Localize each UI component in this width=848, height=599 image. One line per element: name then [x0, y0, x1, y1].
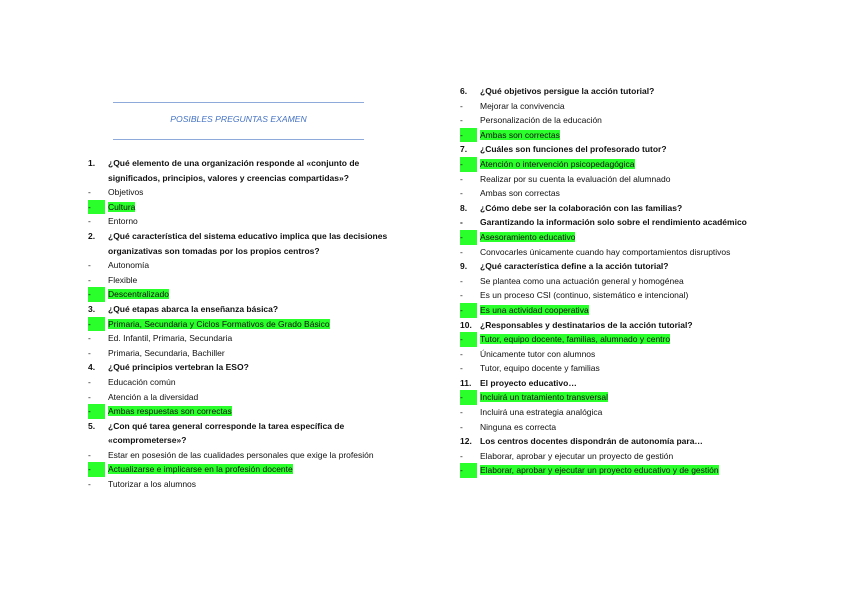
option-dash: -: [460, 246, 463, 257]
option-item: [460, 274, 780, 289]
question-text: ¿Con qué tarea general corresponde la tarea específica de «comprometerse»?: [108, 420, 345, 446]
right-column: [460, 84, 780, 478]
option-dash: -: [88, 260, 91, 271]
option-item: [460, 172, 780, 187]
option-text: Garantizando la información solo sobre el rendimiento académico: [480, 217, 747, 228]
option-item: [460, 245, 780, 260]
question-number: 7.: [460, 144, 468, 155]
question-number: 8.: [460, 202, 468, 213]
question-number: 5.: [88, 420, 96, 431]
option-correct: [460, 230, 780, 245]
option-dash: -: [460, 115, 463, 126]
option-dash: -: [88, 479, 91, 490]
option-text: Únicamente tutor con alumnos: [480, 348, 596, 359]
question-item: [460, 84, 780, 99]
option-text: Autonomía: [108, 260, 150, 271]
option-dash: -: [88, 187, 91, 198]
option-text: Elaborar, aprobar y ejecutar un proyecto de gestión: [480, 450, 674, 461]
option-text: Descentralizado: [108, 289, 169, 300]
option-dash: -: [460, 275, 463, 286]
option-dash: -: [88, 347, 91, 358]
option-text: Es una actividad cooperativa: [480, 304, 589, 315]
option-dash: -: [460, 421, 463, 432]
question-text: ¿Responsables y destinatarios de la acción tutorial?: [480, 319, 693, 330]
option-item: [88, 331, 408, 346]
option-dash: -: [88, 317, 105, 332]
question-item: [460, 376, 780, 391]
option-text: Ed. Infantil, Primaria, Secundaria: [108, 333, 233, 344]
question-text: ¿Qué característica define a la acción tutorial?: [480, 261, 669, 272]
option-text: Estar en posesión de las cualidades personales que exige la profesión: [108, 449, 374, 460]
option-correct: [460, 463, 780, 478]
option-item: [460, 405, 780, 420]
option-item: [460, 361, 780, 376]
option-dash: -: [88, 404, 105, 419]
question-number: 3.: [88, 303, 96, 314]
option-text: Incluirá una estrategia analógica: [480, 407, 603, 418]
option-item: [88, 346, 408, 361]
option-dash: -: [460, 128, 477, 143]
option-text: Primaria, Secundaria y Ciclos Formativos de Grado Básico: [108, 318, 330, 329]
option-text: Ambas son correctas: [480, 188, 560, 199]
option-text: Atención o intervención psicopedagógica: [480, 158, 635, 169]
left-column: [88, 156, 408, 492]
option-item: [460, 113, 780, 128]
option-text: Tutorizar a los alumnos: [108, 479, 197, 490]
option-item: [88, 477, 408, 492]
question-text: ¿Qué característica del sistema educativo implica que las decisiones organizativas son tomadas por los propios centros?: [108, 230, 388, 256]
question-number: 6.: [460, 86, 468, 96]
option-text: Tutor, equipo docente y familias: [480, 363, 600, 374]
option-text: Tutor, equipo docente, familias, alumnado y centro: [480, 334, 671, 345]
option-dash: -: [460, 303, 477, 318]
question-item: [460, 318, 780, 333]
option-dash: -: [460, 230, 477, 245]
option-text: Entorno: [108, 216, 138, 227]
option-text: Se plantea como una actuación general y homogénea: [480, 275, 684, 286]
question-number: 9.: [460, 261, 468, 272]
option-item: [88, 375, 408, 390]
question-item: [88, 229, 408, 258]
question-text: ¿Qué elemento de una organización responde al «conjunto de significados, principios, valores y creencias compartidas»?: [108, 158, 360, 183]
option-correct: [88, 200, 408, 215]
question-item: [88, 302, 408, 317]
option-dash: -: [88, 333, 91, 344]
option-dash: -: [460, 157, 477, 172]
question-text: El proyecto educativo…: [480, 377, 577, 388]
option-dash: -: [460, 407, 463, 418]
question-number: 2.: [88, 230, 96, 241]
option-text: Objetivos: [108, 187, 144, 198]
option-item: [460, 420, 780, 435]
option-dash: -: [88, 200, 105, 215]
header-block: [113, 102, 364, 140]
question-number: 1.: [88, 158, 96, 168]
question-item: [88, 360, 408, 375]
option-text: Ambas son correctas: [480, 129, 560, 140]
question-item: [460, 259, 780, 274]
option-item: [88, 273, 408, 288]
option-dash: -: [460, 390, 477, 405]
question-number: 11.: [460, 377, 472, 388]
option-item: [460, 99, 780, 114]
question-text: ¿Qué objetivos persigue la acción tutorial?: [480, 86, 655, 96]
option-correct: [460, 332, 780, 347]
option-text: Actualizarse e implicarse en la profesión docente: [108, 464, 293, 475]
option-item: [460, 186, 780, 201]
option-item: [460, 449, 780, 464]
option-text: Asesoramiento educativo: [480, 231, 576, 242]
option-text: Convocarles únicamente cuando hay comportamientos disruptivos: [480, 246, 731, 257]
option-dash: -: [88, 376, 91, 387]
option-text: Primaria, Secundaria, Bachiller: [108, 347, 225, 358]
option-item: [460, 288, 780, 303]
question-item: [460, 142, 780, 157]
question-item: [460, 201, 780, 216]
question-number: 4.: [88, 362, 96, 373]
option-dash: -: [460, 450, 463, 461]
option-correct: [460, 303, 780, 318]
question-item: [88, 156, 408, 185]
question-text: ¿Cómo debe ser la colaboración con las familias?: [480, 202, 683, 213]
option-correct: [88, 462, 408, 477]
question-item: [88, 419, 408, 448]
option-text: Elaborar, aprobar y ejecutar un proyecto educativo y de gestión: [480, 465, 719, 476]
option-correct: [88, 317, 408, 332]
option-dash: -: [460, 173, 463, 184]
question-text: Los centros docentes dispondrán de autonomía para…: [480, 436, 703, 447]
option-item: [460, 347, 780, 362]
option-dash: -: [460, 100, 463, 111]
option-item: [88, 185, 408, 200]
option-correct: [460, 157, 780, 172]
option-text: Atención a la diversidad: [108, 391, 199, 402]
option-dash: -: [88, 462, 105, 477]
option-text: Ninguna es correcta: [480, 421, 557, 432]
option-text: Mejorar la convivencia: [480, 100, 565, 111]
option-dash: -: [460, 332, 477, 347]
option-dash: -: [460, 217, 463, 228]
option-correct: [88, 404, 408, 419]
option-dash: -: [460, 348, 463, 359]
option-text: Incluirá un tratamiento transversal: [480, 392, 609, 403]
option-text: Flexible: [108, 274, 138, 285]
option-dash: -: [88, 391, 91, 402]
option-item: [88, 390, 408, 405]
option-correct: [88, 287, 408, 302]
option-text: Educación común: [108, 376, 176, 387]
option-item: [88, 258, 408, 273]
option-dash: -: [88, 449, 91, 460]
option-correct: [460, 128, 780, 143]
question-item: [460, 434, 780, 449]
option-item: [460, 215, 780, 230]
option-dash: -: [460, 290, 463, 301]
option-dash: -: [460, 463, 477, 478]
option-dash: -: [460, 188, 463, 199]
option-correct: [460, 390, 780, 405]
option-item: [88, 214, 408, 229]
option-text: Es un proceso CSI (continuo, sistemático e intencional): [480, 290, 689, 301]
option-dash: -: [460, 363, 463, 374]
option-text: Cultura: [108, 201, 136, 212]
option-dash: -: [88, 287, 105, 302]
option-text: Personalización de la educación: [480, 115, 602, 126]
question-number: 10.: [460, 319, 472, 330]
question-number: 12.: [460, 436, 472, 447]
option-item: [88, 448, 408, 463]
option-dash: -: [88, 216, 91, 227]
question-text: ¿Qué principios vertebran la ESO?: [108, 362, 249, 373]
page-title: POSIBLES PREGUNTAS EXAMEN: [170, 114, 307, 124]
option-text: Ambas respuestas son correctas: [108, 406, 232, 417]
option-dash: -: [88, 274, 91, 285]
question-text: ¿Cuáles son funciones del profesorado tutor?: [480, 144, 667, 155]
question-text: ¿Qué etapas abarca la enseñanza básica?: [108, 303, 279, 314]
option-text: Realizar por su cuenta la evaluación del alumnado: [480, 173, 671, 184]
